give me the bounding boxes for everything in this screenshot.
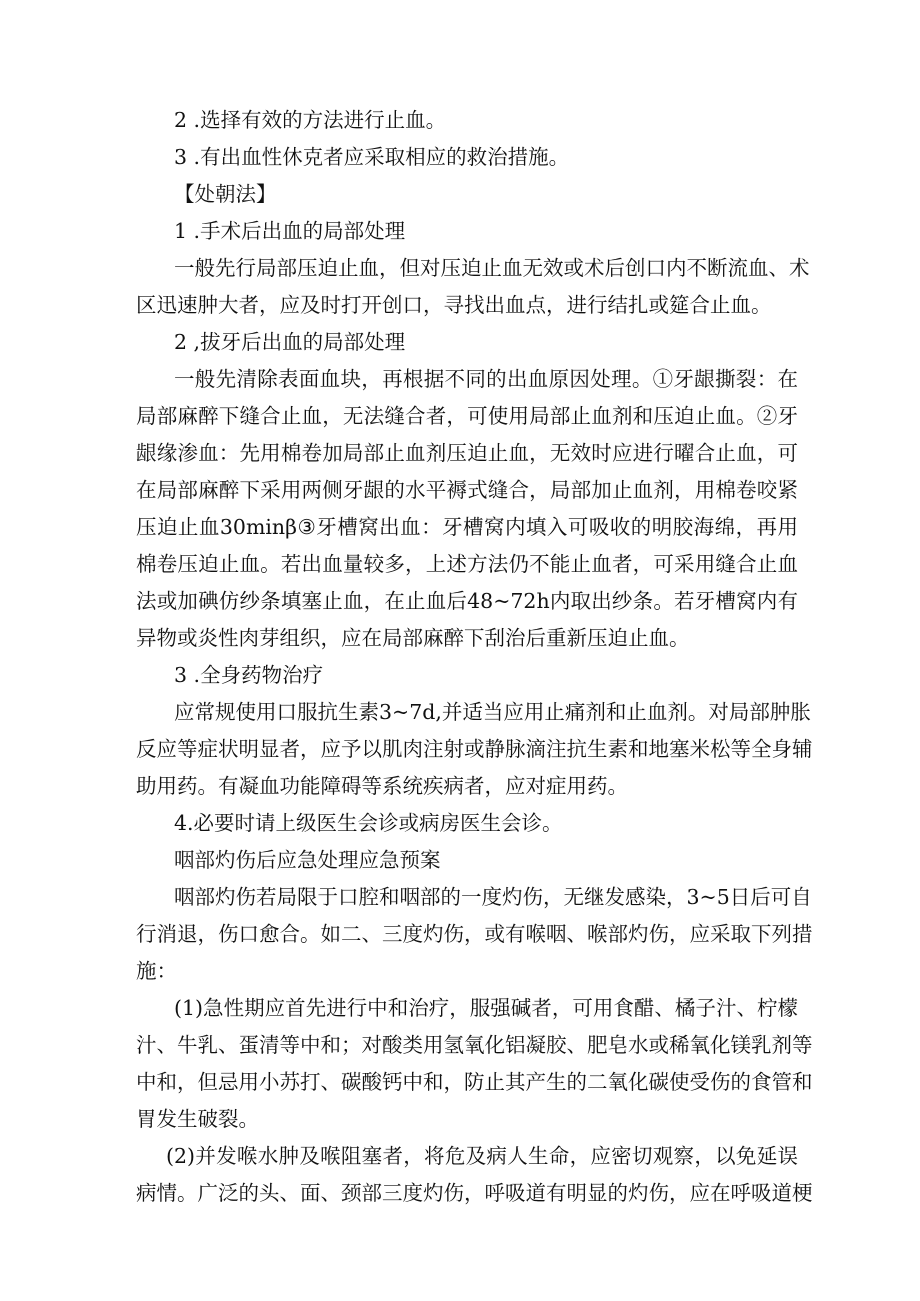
section-heading-treatment: 【处朝法】 <box>174 182 277 206</box>
paragraph-line: 异物或炎性肉芽组织，应在局部麻醉下刮治后重新压迫止血。 <box>136 626 690 650</box>
paragraph-line: 咽部灼伤若局限于口腔和咽部的一度灼伤，无继发感染，3~5日后可自 <box>174 885 812 909</box>
paragraph-line: 区迅速肿大者，应及时打开创口，寻找出血点，进行结扎或筵合止血。 <box>136 293 772 317</box>
paragraph-line: 在局部麻醉下采用两侧牙龈的水平褥式缝合，局部加止血剂，用棉卷咬紧 <box>136 478 798 502</box>
paragraph-line: 助用药。有凝血功能障碍等系统疾病者，应对症用药。 <box>136 774 628 798</box>
paragraph-line: 病情。广泛的头、面、颈部三度灼伤，呼吸道有明显的灼伤，应在呼吸道梗 <box>136 1181 813 1205</box>
paragraph-line: 龈缘渗血：先用棉卷加局部止血剂压迫止血，无效时应进行曜合止血，可 <box>136 441 798 465</box>
numbered-item-2: 2 .选择有效的方法进行止血。 <box>174 108 447 132</box>
paragraph-line: 局部麻醉下缝合止血，无法缝合者，可使用局部止血剂和压迫止血。②牙 <box>136 404 798 428</box>
document-body <box>136 102 813 1212</box>
paragraph-line: 胃发生破裂。 <box>136 1107 259 1131</box>
paragraph-line: 中和，但忌用小苏打、碳酸钙中和，防止其产生的二氧化碳使受伤的食管和 <box>136 1070 813 1094</box>
paragraph-line: 压迫止血30minβ③牙槽窝出血：牙槽窝内填入可吸收的明胶海绵，再用 <box>136 515 798 539</box>
subheading-extraction-bleeding: 2 ,拔牙后出血的局部处理 <box>174 330 406 354</box>
paragraph-line: (1)急性期应首先进行中和治疗，服强碱者，可用食醋、橘子汁、柠檬 <box>174 996 798 1020</box>
paragraph-line: 一般先行局部压迫止血，但对压迫止血无效或术后创口内不断流血、术 <box>174 256 810 280</box>
subheading-systemic-medication: 3 .全身药物治疗 <box>174 663 324 687</box>
subheading-postoperative-bleeding: 1 .手术后出血的局部处理 <box>174 219 406 243</box>
paragraph-line: 应常规使用口服抗生素3~7d,并适当应用止痛剂和止血剂。对局部肿胀 <box>174 700 811 724</box>
paragraph-line: 行消退，伤口愈合。如二、三度灼伤，或有喉咽、喉部灼伤，应采取下列措 <box>136 922 813 946</box>
paragraph-line: 一般先清除表面血块，再根据不同的出血原因处理。①牙龈撕裂：在 <box>174 367 798 391</box>
section-heading-pharyngeal-burn: 咽部灼伤后应急处理应急预案 <box>174 848 441 872</box>
paragraph-line: 法或加碘仿纱条填塞止血，在止血后48~72h内取出纱条。若牙槽窝内有 <box>136 589 798 613</box>
numbered-item-3: 3 .有出血性休克者应采取相应的救治措施。 <box>174 145 570 169</box>
paragraph-line: 棉卷压迫止血。若出血量较多，上述方法仍不能止血者，可采用缝合止血 <box>136 552 798 576</box>
paragraph-line: 反应等症状明显者，应予以肌肉注射或静脉滴注抗生素和地塞米松等全身辅 <box>136 737 813 761</box>
paragraph-line: 汁、牛乳、蛋清等中和；对酸类用氢氧化铝凝胶、肥皂水或稀氧化镁乳剂等 <box>136 1033 813 1057</box>
paragraph-line: 施： <box>136 959 177 983</box>
numbered-item-4: 4.必要时请上级医生会诊或病房医生会诊。 <box>174 811 563 835</box>
paragraph-line: (2)并发喉水肿及喉阻塞者，将危及病人生命，应密切观察，以免延误 <box>166 1144 798 1168</box>
